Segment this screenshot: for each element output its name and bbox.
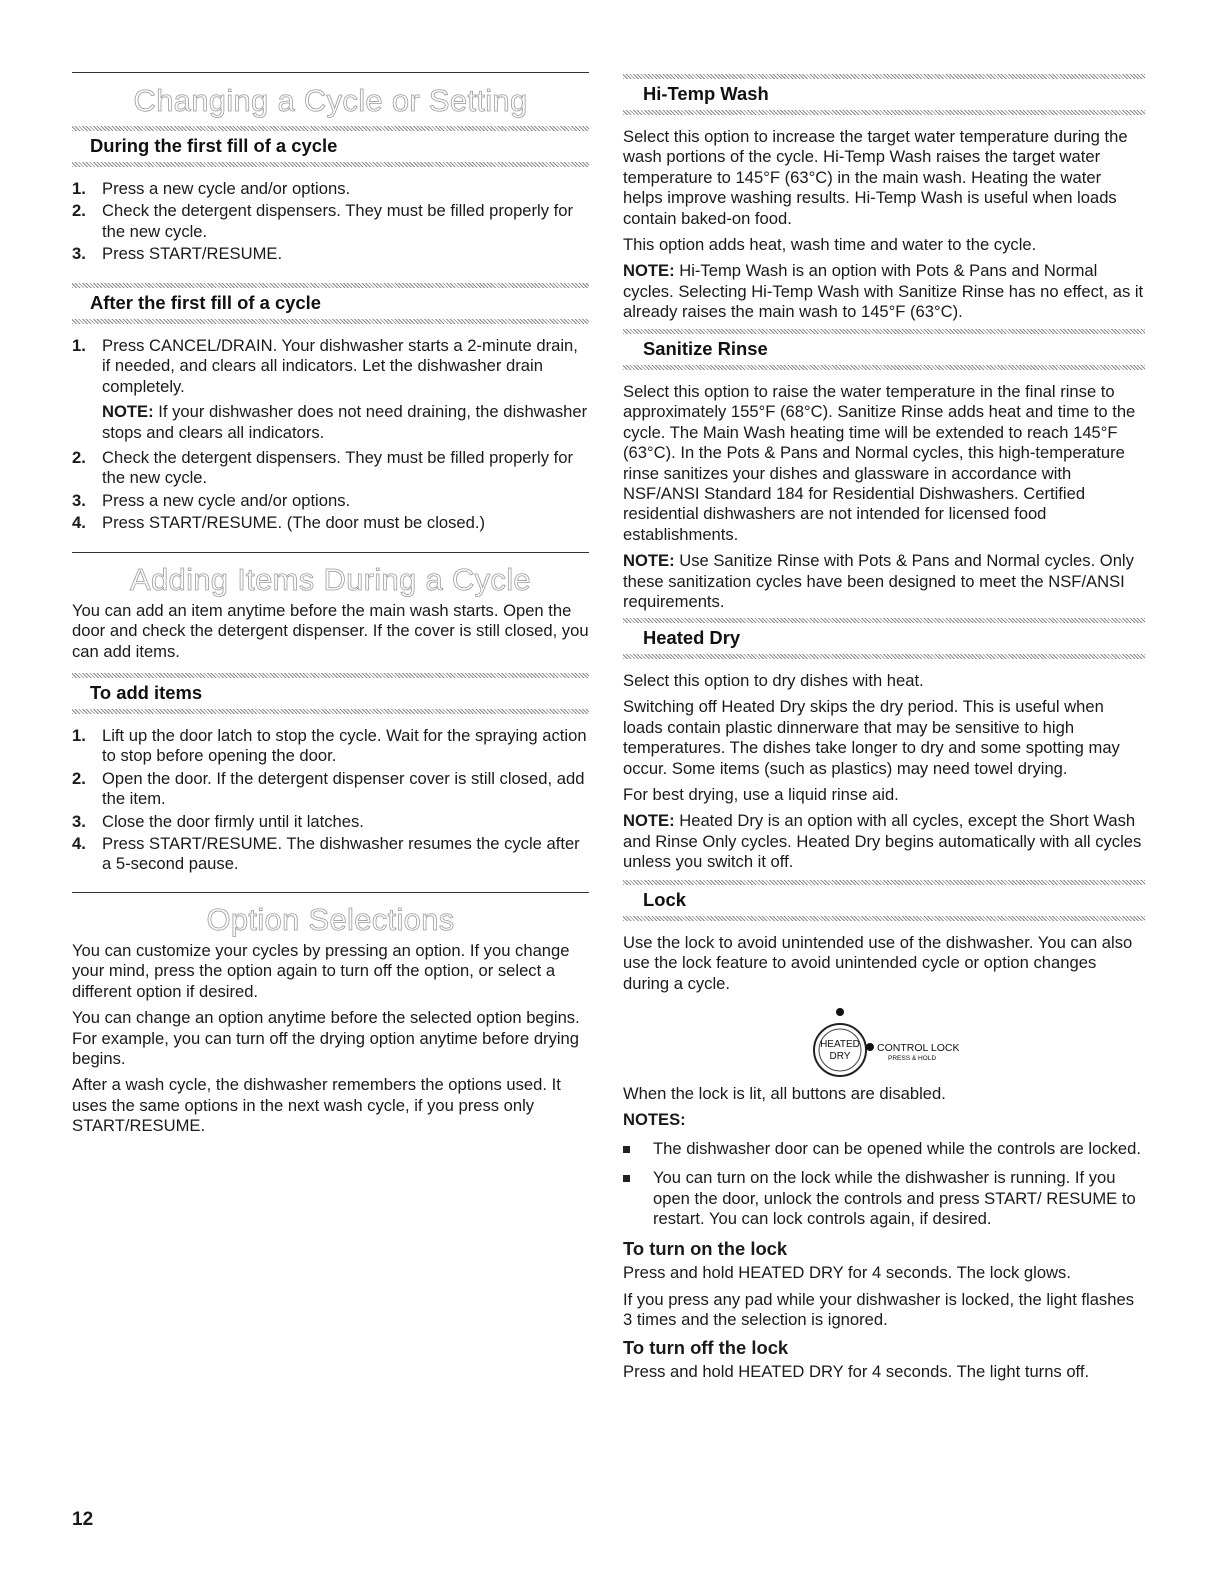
subsection-header-lock: [623, 880, 1145, 921]
note-label: NOTE:: [623, 811, 675, 831]
note-paragraph: [623, 551, 1145, 612]
step-number: 4.: [72, 834, 86, 854]
subsection-title: During the first fill of a cycle: [90, 135, 338, 156]
step-text: Press START/RESUME.: [102, 244, 283, 264]
hatch-rule: [623, 110, 1145, 115]
note-text: If your dishwasher does not need draining, the dishwasher stops and clears all indicators.: [102, 402, 588, 442]
notes-heading: NOTES:: [623, 1110, 686, 1130]
note-text: Heated Dry is an option with all cycles, except the Short Wash and Rinse Only cycles. Heated Dry begins automatically with all cycles unless you switch it off.: [623, 811, 1142, 872]
subsection-title: Hi-Temp Wash: [643, 83, 769, 104]
sanitize-body: [623, 382, 1145, 618]
step-text: Check the detergent dispensers. They must be filled properly for the new cycle.: [102, 201, 574, 241]
subsection-header-heated: [623, 618, 1145, 659]
paragraph: Press and hold HEATED DRY for 4 seconds. The light turns off.: [623, 1361, 1090, 1381]
note-paragraph: [623, 261, 1145, 322]
list-item: [72, 769, 589, 810]
list-item: [72, 812, 589, 832]
step-text: Press START/RESUME. The dishwasher resumes the cycle after a 5-second pause.: [102, 834, 580, 874]
press-hold-label: PRESS & HOLD: [888, 1055, 937, 1062]
step-number: 2.: [72, 201, 86, 221]
step-text: Check the detergent dispensers. They must be filled properly for the new cycle.: [102, 448, 574, 488]
note-label: NOTE:: [623, 261, 675, 281]
heated-body: [623, 671, 1145, 879]
note-label: NOTE:: [623, 551, 675, 571]
hatch-rule: [623, 365, 1145, 370]
note-text: Hi-Temp Wash is an option with Pots & Pans and Normal cycles. Selecting Hi-Temp Wash with Sanitize Rinse has no effect, as it already raises the main wash to 145°F (63°C).: [623, 261, 1144, 322]
section-divider: [72, 892, 589, 893]
paragraph: When the lock is lit, all buttons are disabled.: [623, 1084, 946, 1103]
note-paragraph: [623, 811, 1145, 872]
hitemp-body: [623, 127, 1145, 329]
subsection-header-after: [72, 283, 589, 324]
during-steps: [72, 179, 589, 267]
step-text: Press a new cycle and/or options.: [102, 179, 351, 198]
subsection-header-sanitize: [623, 329, 1145, 370]
section-title-options: Option Selections: [206, 902, 455, 937]
turn-on-heading: To turn on the lock: [623, 1238, 788, 1260]
button-face: [819, 1029, 861, 1071]
step-number: 2.: [72, 448, 86, 468]
list-item: [72, 179, 589, 199]
paragraph: Select this option to raise the water temperature in the final rinse to approximately 155°F (68°C). Sanitize Rinse adds heat and time to the cycle. The Main Wash heating time will be extended to reach 145°F (63°C). In the Pots & Pans and Normal cycles, this high-temperature rinse sanitizes your dishes and glassware in accordance with NSF/ANSI Standard 184 for Residential Dishwashers. Certified residential dishwashers are not intended for licensed food establishments.: [623, 382, 1136, 544]
list-item: The dishwasher door can be opened while the controls are locked.: [623, 1139, 1145, 1159]
paragraph: After a wash cycle, the dishwasher remembers the options used. It uses the same options in the next wash cycle, if you press only START/RESUME.: [72, 1075, 561, 1136]
step-number: 2.: [72, 768, 86, 788]
section-divider: [72, 72, 589, 73]
control-lock-label: CONTROL LOCK: [877, 1042, 960, 1054]
note-text: Use Sanitize Rinse with Pots & Pans and Normal cycles. Only these sanitization cycles have been designed to meet the NSF/ANSI requirements.: [623, 551, 1134, 612]
lock-light-icon: [866, 1043, 874, 1051]
subsection-header-to-add: [72, 673, 589, 714]
lock-intro: [623, 933, 1145, 1000]
turn-off-heading: To turn off the lock: [623, 1336, 789, 1358]
paragraph: You can add an item anytime before the main wash starts. Open the door and check the detergent dispenser. If the cover is still closed, you can add items.: [72, 601, 589, 661]
step-text: Lift up the door latch to stop the cycle. Wait for the spraying action to stop before opening the door.: [102, 726, 587, 766]
step-number: 3.: [72, 490, 86, 510]
list-item: [72, 336, 589, 443]
subsection-title: Sanitize Rinse: [643, 338, 768, 359]
section-divider: [72, 552, 589, 553]
paragraph: Select this option to dry dishes with heat.: [623, 671, 924, 690]
subsection-title: To add items: [90, 682, 203, 703]
paragraph: You can customize your cycles by pressing an option. If you change your mind, press the option again to turn off the option, or select a different option if desired.: [72, 941, 570, 1001]
hatch-rule: [623, 916, 1145, 921]
step-text: Close the door firmly until it latches.: [102, 811, 364, 831]
control-lock-illustration: [810, 1000, 980, 1090]
subsection-header-during: [72, 126, 589, 167]
paragraph: You can change an option anytime before the selected option begins. For example, you can turn off the drying option anytime before drying begins.: [72, 1008, 580, 1069]
list-item: [72, 726, 589, 767]
list-item: [72, 491, 589, 511]
hatch-rule: [72, 319, 589, 324]
page-number: 12: [72, 1509, 94, 1530]
option-paragraphs: [72, 941, 589, 1143]
hatch-rule: [623, 654, 1145, 659]
paragraph: This option adds heat, wash time and water to the cycle.: [623, 235, 1037, 255]
list-item: [72, 834, 589, 875]
step-number: 3.: [72, 811, 86, 831]
step-number: 4.: [72, 513, 86, 533]
after-steps: [72, 336, 589, 536]
step-number: 1.: [72, 336, 86, 355]
step-text: Press START/RESUME. (The door must be closed.): [102, 513, 486, 533]
paragraph: Switching off Heated Dry skips the dry period. This is useful when loads contain plastic dinnerware that may be sensitive to high temperatures. The dishes take longer to dry and some spotting may occur. Some items (such as plastics) may need towel drying.: [623, 697, 1120, 778]
subsection-title: Heated Dry: [643, 627, 741, 648]
step-number: 3.: [72, 244, 86, 264]
step-number: 1.: [72, 726, 86, 745]
list-item: [72, 201, 589, 242]
button-label-line1: HEATED: [820, 1039, 860, 1050]
step-number: 1.: [72, 179, 86, 198]
step-text: Press a new cycle and/or options.: [102, 490, 351, 510]
lock-body: [623, 1084, 1145, 1388]
list-item: [72, 448, 589, 489]
paragraph: Select this option to increase the target water temperature during the wash portions of the cycle. Hi-Temp Wash raises the target water temperature to 145°F (63°C) in the main wash. Heating the water helps improve washing results. Hi-Temp Wash is useful when loads contain baked-on food.: [623, 127, 1128, 228]
list-item: [72, 244, 589, 264]
paragraph: Press and hold HEATED DRY for 4 seconds. The lock glows.: [623, 1263, 1071, 1283]
subsection-header-hitemp: [623, 74, 1145, 115]
button-label-line2: DRY: [829, 1051, 851, 1062]
step-note: [102, 402, 589, 443]
hatch-rule: [72, 162, 589, 167]
indicator-dot: [836, 1008, 844, 1016]
paragraph: If you press any pad while your dishwasher is locked, the light flashes 3 times and the selection is ignored.: [623, 1289, 1134, 1330]
paragraph: For best drying, use a liquid rinse aid.: [623, 785, 899, 805]
list-item: You can turn on the lock while the dishwasher is running. If you open the door, unlock the controls and press START/ RESUME to restart. You can lock controls again, if desired.: [623, 1168, 1145, 1229]
section-title-changing: Changing a Cycle or Setting: [133, 83, 528, 118]
note-label: NOTE:: [102, 402, 154, 422]
list-item: [72, 513, 589, 533]
step-text: Press CANCEL/DRAIN. Your dishwasher starts a 2-minute drain, if needed, and clears all indicators. Let the dishwasher drain completely.: [102, 336, 578, 396]
to-add-steps: [72, 726, 589, 877]
step-text: Open the door. If the detergent dispenser cover is still closed, add the item.: [102, 768, 585, 809]
subsection-title: Lock: [643, 889, 686, 910]
heated-dry-button-icon: [810, 1000, 980, 1090]
hatch-rule: [72, 709, 589, 714]
subsection-title: After the first fill of a cycle: [90, 292, 321, 313]
adding-intro: [72, 601, 589, 668]
section-title-adding: Adding Items During a Cycle: [130, 562, 531, 597]
paragraph: Use the lock to avoid unintended use of the dishwasher. You can also use the lock feature to avoid unintended cycle or option changes during a cycle.: [623, 933, 1133, 993]
